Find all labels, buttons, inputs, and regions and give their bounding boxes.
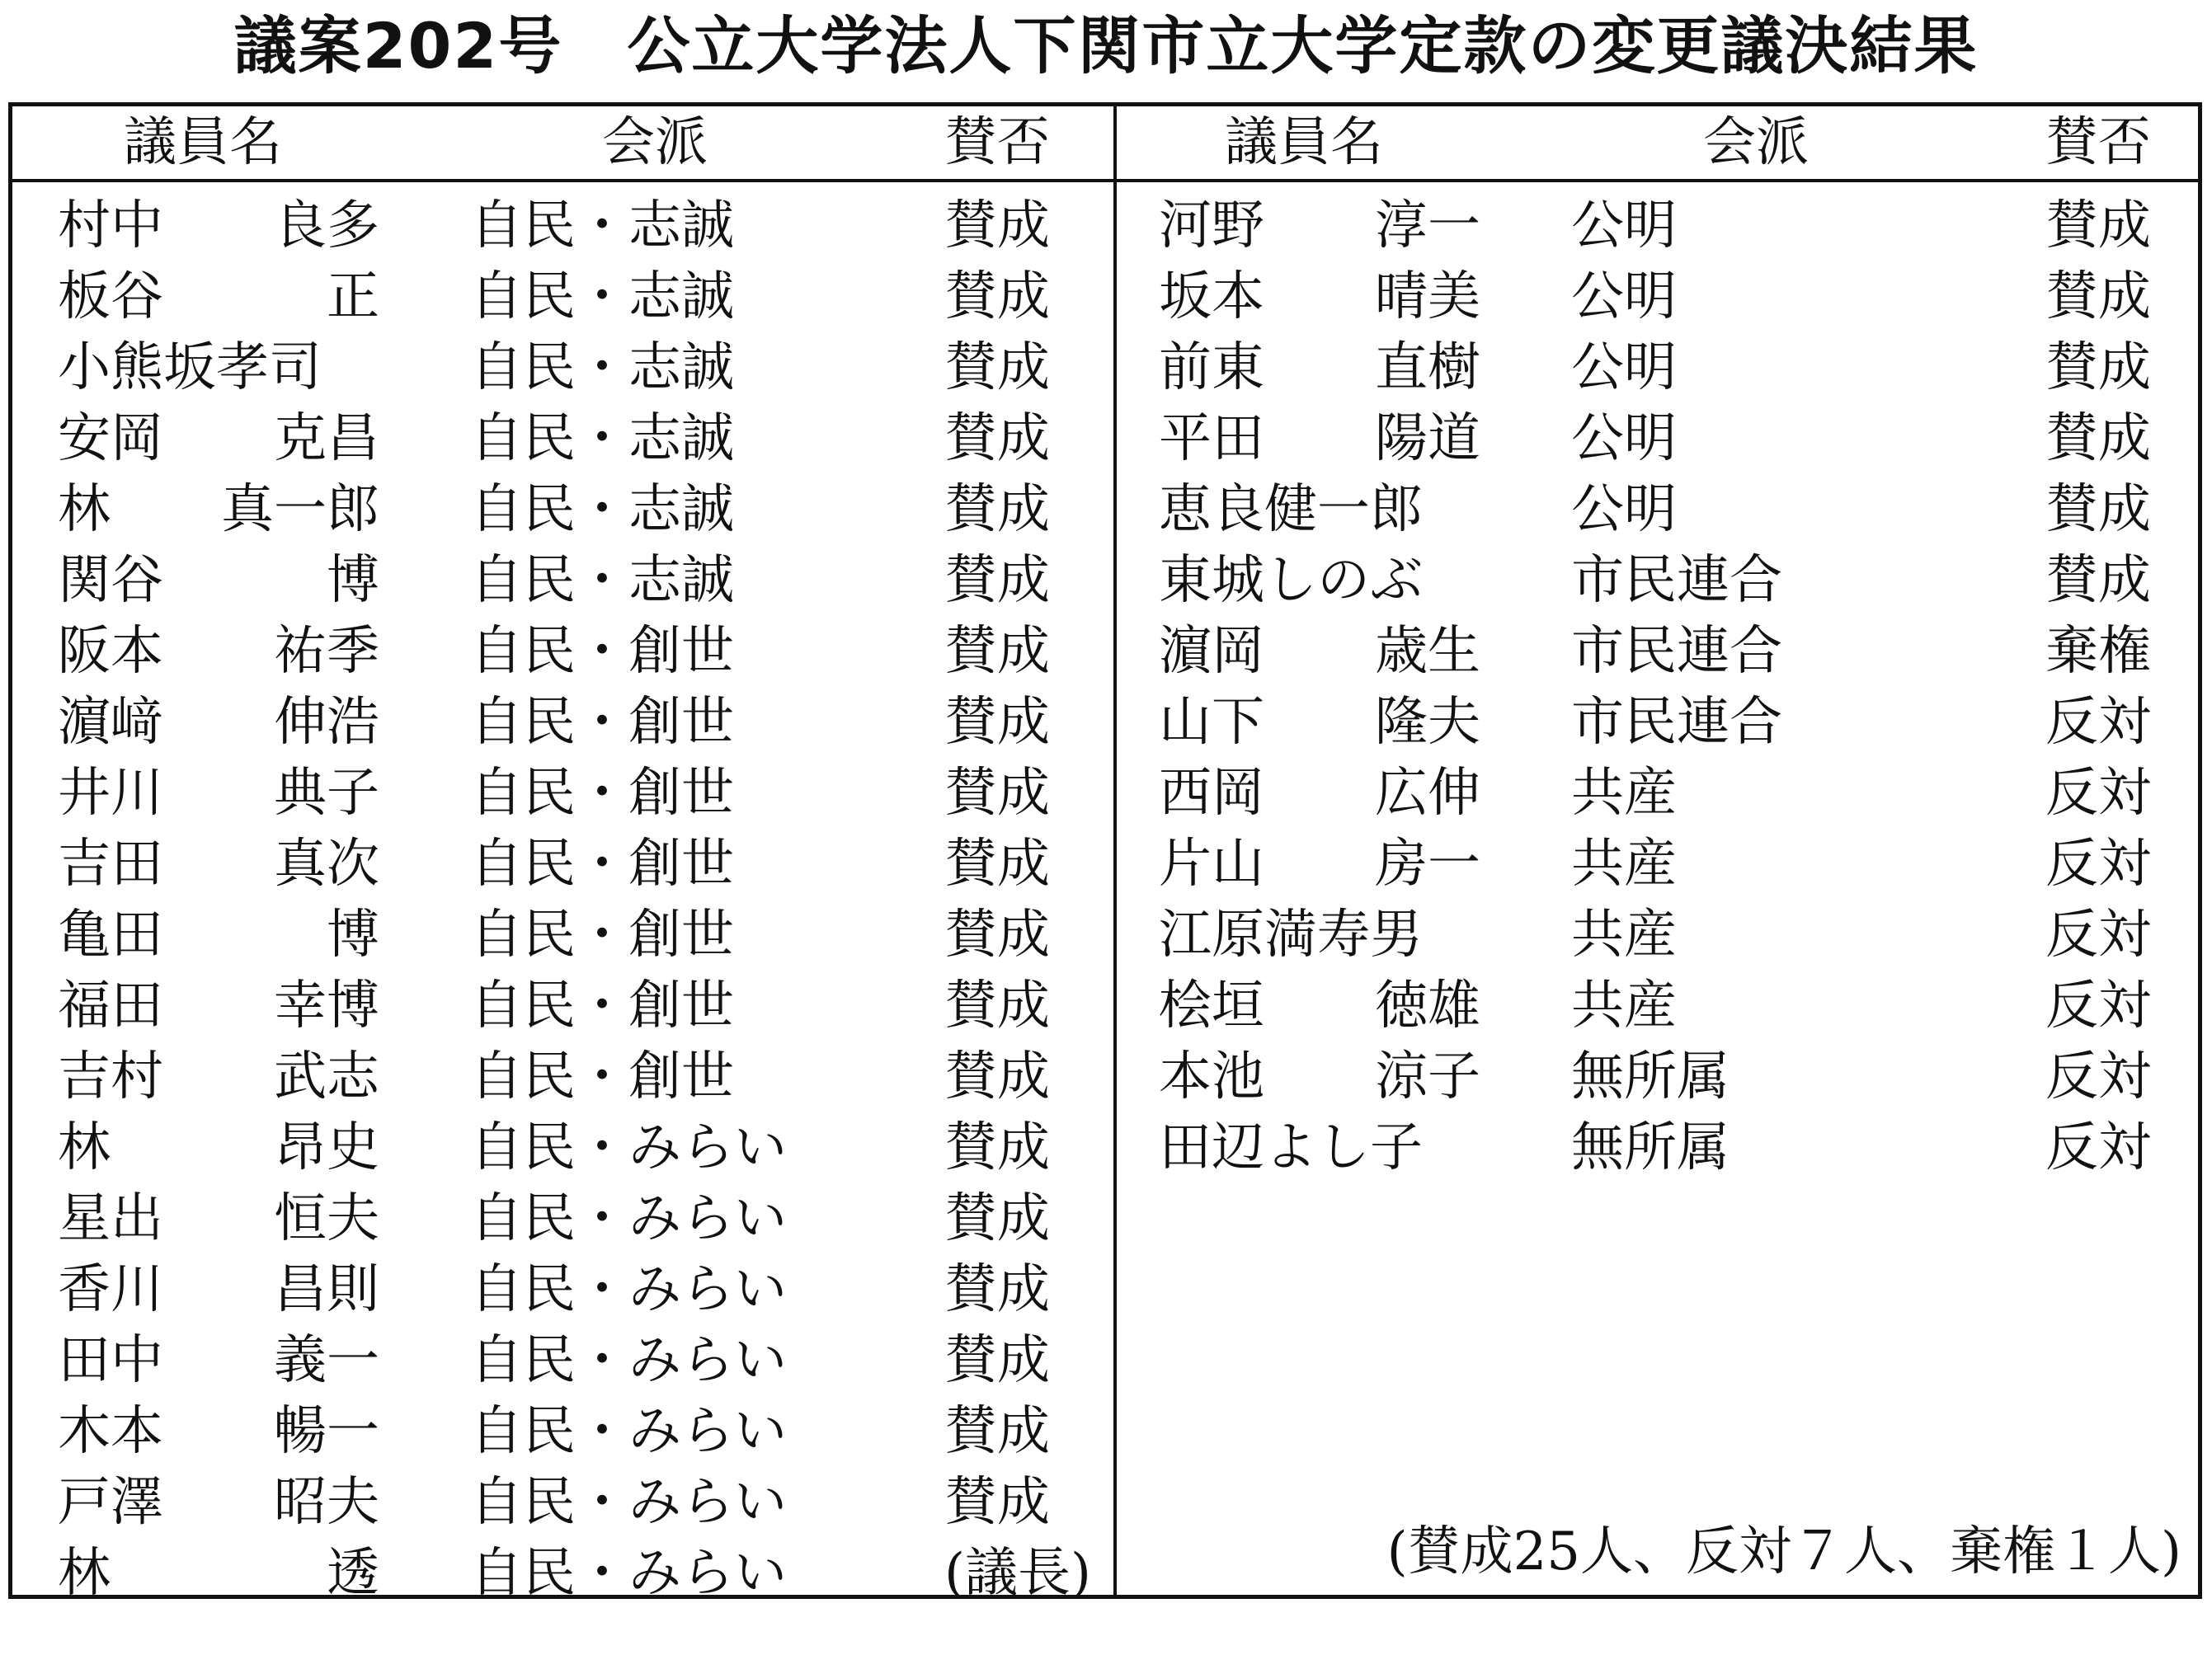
member-vote: 賛成 xyxy=(944,763,1050,824)
member-surname: 山下 xyxy=(1159,692,1264,753)
member-name xyxy=(58,403,379,474)
member-name xyxy=(1159,474,1480,545)
vote-summary: (賛成25人、反対７人、棄権１人) xyxy=(1386,1521,2181,1582)
member-faction: 自民・創世 xyxy=(470,1046,734,1107)
member-vote: 反対 xyxy=(2045,834,2151,895)
right-header-name: 議員名 xyxy=(1225,112,1383,173)
right-header-faction: 会派 xyxy=(1703,112,1809,173)
member-surname: 木本 xyxy=(58,1401,163,1462)
member-vote: 賛成 xyxy=(944,479,1050,540)
member-vote: 賛成 xyxy=(2045,337,2151,398)
member-faction: 自民・みらい xyxy=(470,1401,787,1462)
member-vote: 賛成 xyxy=(944,1472,1050,1533)
member-faction: 無所属 xyxy=(1571,1046,1730,1107)
member-name xyxy=(58,1467,379,1538)
member-vote: (議長) xyxy=(944,1543,1091,1604)
member-faction: 自民・志誠 xyxy=(470,479,734,540)
member-faction: 市民連合 xyxy=(1571,692,1782,753)
member-given-name: 良多 xyxy=(274,195,379,256)
member-name xyxy=(58,1396,379,1467)
member-faction: 共産 xyxy=(1571,976,1677,1037)
member-name xyxy=(1159,900,1480,971)
member-vote: 賛成 xyxy=(944,834,1050,895)
left-header-faction: 会派 xyxy=(602,112,708,173)
member-surname: 林 xyxy=(58,1543,111,1604)
member-vote: 反対 xyxy=(2045,692,2151,753)
member-surname: 本池 xyxy=(1159,1046,1264,1107)
member-given-name: 真次 xyxy=(274,834,379,895)
member-vote: 賛成 xyxy=(944,1330,1050,1391)
member-name xyxy=(1159,616,1480,687)
member-vote: 棄権 xyxy=(2045,621,2151,682)
member-faction: 公明 xyxy=(1571,195,1677,256)
member-vote: 賛成 xyxy=(944,976,1050,1037)
member-given-name: 昌則 xyxy=(274,1259,379,1320)
member-given-name: 房一 xyxy=(1375,834,1480,895)
member-vote: 賛成 xyxy=(944,1046,1050,1107)
member-name xyxy=(58,1183,379,1254)
member-surname: 福田 xyxy=(58,976,163,1037)
member-name xyxy=(58,261,379,332)
member-faction: 無所属 xyxy=(1571,1117,1730,1178)
member-surname: 星出 xyxy=(58,1188,163,1249)
member-given-name: 正 xyxy=(327,266,379,327)
member-surname: 関谷 xyxy=(58,550,163,611)
member-name xyxy=(1159,829,1480,900)
member-surname: 阪本 xyxy=(58,621,163,682)
member-surname: 香川 xyxy=(58,1259,163,1320)
member-surname: 濵岡 xyxy=(1159,621,1264,682)
member-given-name: 昭夫 xyxy=(274,1472,379,1533)
member-surname: 安岡 xyxy=(58,408,163,469)
left-header-name: 議員名 xyxy=(124,112,282,173)
member-faction: 共産 xyxy=(1571,763,1677,824)
member-surname: 東城しのぶ xyxy=(1159,550,1423,611)
member-surname: 坂本 xyxy=(1159,266,1264,327)
member-faction: 公明 xyxy=(1571,266,1677,327)
member-vote: 賛成 xyxy=(944,1259,1050,1320)
member-name xyxy=(1159,758,1480,829)
member-name xyxy=(58,616,379,687)
member-given-name: 直樹 xyxy=(1375,337,1480,398)
member-faction: 自民・創世 xyxy=(470,692,734,753)
member-given-name: 暢一 xyxy=(274,1401,379,1462)
member-surname: 吉村 xyxy=(58,1046,163,1107)
member-faction: 自民・みらい xyxy=(470,1259,787,1320)
member-surname: 西岡 xyxy=(1159,763,1264,824)
member-faction: 自民・みらい xyxy=(470,1543,787,1604)
member-name xyxy=(58,687,379,758)
member-faction: 市民連合 xyxy=(1571,621,1782,682)
member-name xyxy=(1159,687,1480,758)
member-given-name: 伸浩 xyxy=(274,692,379,753)
member-surname: 前東 xyxy=(1159,337,1264,398)
member-faction: 公明 xyxy=(1571,479,1677,540)
member-name xyxy=(1159,971,1480,1041)
member-faction: 自民・志誠 xyxy=(470,408,734,469)
member-vote: 賛成 xyxy=(2045,195,2151,256)
member-faction: 自民・創世 xyxy=(470,905,734,966)
member-faction: 自民・志誠 xyxy=(470,337,734,398)
member-name xyxy=(58,332,379,403)
vote-results-table xyxy=(8,102,2202,1604)
member-given-name: 真一郎 xyxy=(221,479,379,540)
member-surname: 田辺よし子 xyxy=(1159,1117,1423,1178)
member-vote: 賛成 xyxy=(2045,479,2151,540)
member-given-name: 義一 xyxy=(274,1330,379,1391)
member-name xyxy=(1159,190,1480,261)
member-given-name: 広伸 xyxy=(1375,763,1480,824)
member-given-name: 克昌 xyxy=(274,408,379,469)
member-surname: 田中 xyxy=(58,1330,163,1391)
member-faction: 公明 xyxy=(1571,337,1677,398)
member-vote: 賛成 xyxy=(2045,550,2151,611)
member-name xyxy=(58,829,379,900)
member-faction: 自民・みらい xyxy=(470,1117,787,1178)
member-surname: 亀田 xyxy=(58,905,163,966)
member-surname: 平田 xyxy=(1159,408,1264,469)
member-vote: 賛成 xyxy=(944,621,1050,682)
member-name xyxy=(58,1538,379,1609)
member-surname: 井川 xyxy=(58,763,163,824)
member-surname: 村中 xyxy=(58,195,163,256)
member-name xyxy=(58,1041,379,1112)
member-surname: 小熊坂孝司 xyxy=(58,337,322,398)
member-given-name: 祐季 xyxy=(274,621,379,682)
member-faction: 共産 xyxy=(1571,905,1677,966)
member-vote: 賛成 xyxy=(2045,266,2151,327)
member-given-name: 恒夫 xyxy=(274,1188,379,1249)
member-name xyxy=(58,190,379,261)
member-vote: 賛成 xyxy=(944,1188,1050,1249)
left-header-vote: 賛否 xyxy=(944,112,1050,173)
member-faction: 自民・創世 xyxy=(470,834,734,895)
member-given-name: 博 xyxy=(327,550,379,611)
member-vote: 反対 xyxy=(2045,976,2151,1037)
member-name xyxy=(1159,1112,1480,1183)
member-vote: 賛成 xyxy=(944,1117,1050,1178)
member-surname: 林 xyxy=(58,479,111,540)
member-faction: 市民連合 xyxy=(1571,550,1782,611)
member-given-name: 昂史 xyxy=(274,1117,379,1178)
member-given-name: 透 xyxy=(327,1543,379,1604)
member-vote: 反対 xyxy=(2045,763,2151,824)
member-vote: 賛成 xyxy=(944,266,1050,327)
member-surname: 片山 xyxy=(1159,834,1264,895)
member-faction: 自民・創世 xyxy=(470,621,734,682)
member-name xyxy=(58,545,379,616)
member-vote: 反対 xyxy=(2045,905,2151,966)
member-surname: 河野 xyxy=(1159,195,1264,256)
member-name xyxy=(58,1112,379,1183)
member-faction: 自民・みらい xyxy=(470,1188,787,1249)
member-given-name: 隆夫 xyxy=(1375,692,1480,753)
member-name xyxy=(58,1254,379,1325)
member-faction: 共産 xyxy=(1571,834,1677,895)
member-name xyxy=(1159,1041,1480,1112)
member-given-name: 歳生 xyxy=(1375,621,1480,682)
member-name xyxy=(58,971,379,1041)
member-given-name: 晴美 xyxy=(1375,266,1480,327)
member-surname: 戸澤 xyxy=(58,1472,163,1533)
member-given-name: 武志 xyxy=(274,1046,379,1107)
header-divider xyxy=(12,179,2198,182)
member-vote: 賛成 xyxy=(944,337,1050,398)
member-name xyxy=(58,474,379,545)
member-surname: 林 xyxy=(58,1117,111,1178)
member-vote: 反対 xyxy=(2045,1046,2151,1107)
member-given-name: 徳雄 xyxy=(1375,976,1480,1037)
member-faction: 自民・創世 xyxy=(470,976,734,1037)
member-faction: 自民・創世 xyxy=(470,763,734,824)
member-vote: 賛成 xyxy=(2045,408,2151,469)
right-header-vote: 賛否 xyxy=(2045,112,2151,173)
member-surname: 濵﨑 xyxy=(58,692,163,753)
member-faction: 自民・志誠 xyxy=(470,550,734,611)
member-name xyxy=(1159,261,1480,332)
member-given-name: 涼子 xyxy=(1375,1046,1480,1107)
member-vote: 賛成 xyxy=(944,1401,1050,1462)
member-vote: 賛成 xyxy=(944,408,1050,469)
member-name xyxy=(1159,545,1480,616)
member-faction: 自民・志誠 xyxy=(470,195,734,256)
member-name xyxy=(1159,332,1480,403)
member-name xyxy=(58,900,379,971)
member-given-name: 陽道 xyxy=(1375,408,1480,469)
member-name xyxy=(1159,403,1480,474)
member-faction: 自民・みらい xyxy=(470,1472,787,1533)
member-vote: 賛成 xyxy=(944,692,1050,753)
member-surname: 板谷 xyxy=(58,266,163,327)
member-surname: 桧垣 xyxy=(1159,976,1264,1037)
member-name xyxy=(58,758,379,829)
page-title: 議案202号 公立大学法人下関市立大学定款の変更議決結果 xyxy=(233,9,1979,82)
member-faction: 自民・志誠 xyxy=(470,266,734,327)
member-faction: 公明 xyxy=(1571,408,1677,469)
member-surname: 江原満寿男 xyxy=(1159,905,1423,966)
member-given-name: 淳一 xyxy=(1375,195,1480,256)
member-vote: 賛成 xyxy=(944,550,1050,611)
member-given-name: 典子 xyxy=(274,763,379,824)
column-divider xyxy=(1113,106,1117,1595)
member-given-name: 博 xyxy=(327,905,379,966)
member-vote: 賛成 xyxy=(944,905,1050,966)
member-surname: 恵良健一郎 xyxy=(1159,479,1423,540)
member-given-name: 幸博 xyxy=(274,976,379,1037)
member-surname: 吉田 xyxy=(58,834,163,895)
member-vote: 賛成 xyxy=(944,195,1050,256)
member-name xyxy=(58,1325,379,1396)
member-vote: 反対 xyxy=(2045,1117,2151,1178)
member-faction: 自民・みらい xyxy=(470,1330,787,1391)
